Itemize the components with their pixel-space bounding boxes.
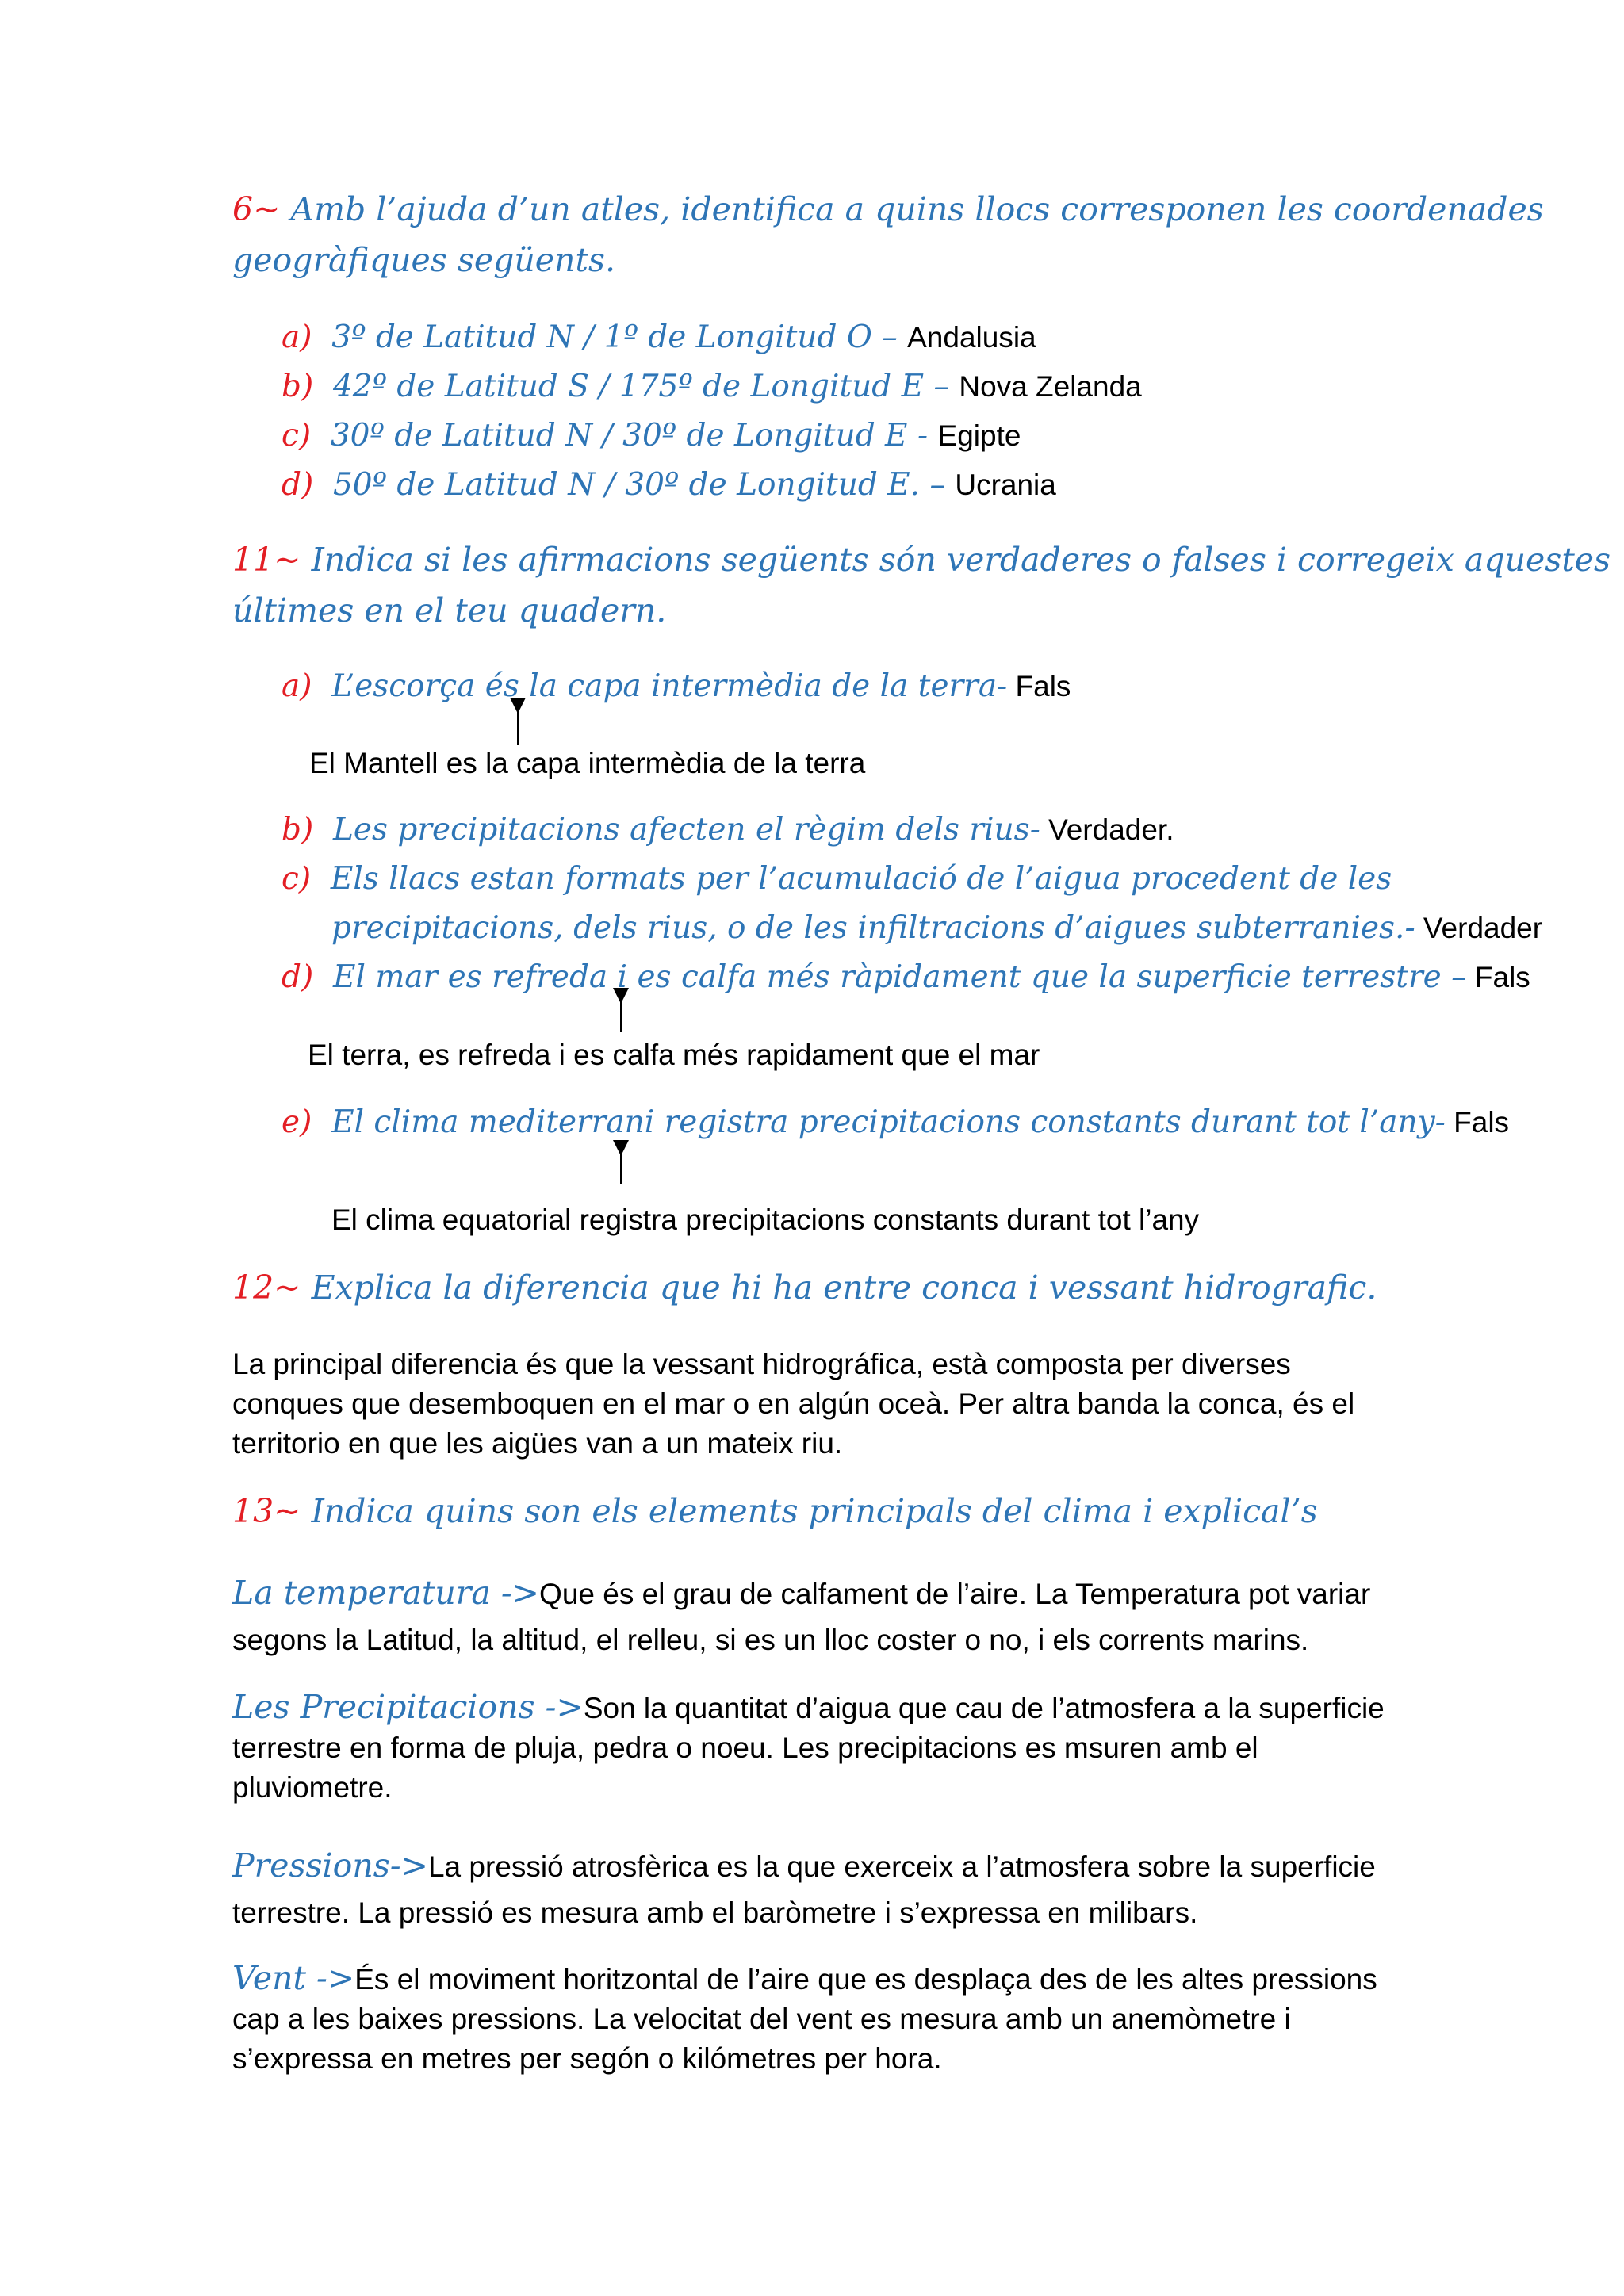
item-answer: Andalusia <box>907 321 1036 354</box>
item-letter: c) <box>282 861 312 897</box>
entry-term: Vent -> <box>232 1959 355 1997</box>
entry-text: És el moviment horitzontal de l’aire que es desplaça des de les altes pressions cap a les baixes pressions. La velocitat del vent es mesura amb un anemòmetre i s’expressa en metres per segón o kilómetres per hora. <box>232 1963 1377 2075</box>
q11-number: 11~ <box>232 541 301 579</box>
item-letter: d) <box>282 467 314 503</box>
entry-text: Son la quantitat d’aigua que cau de l’atmosfera a la superficie terrestre en forma de pluja, pedra o noeu. Les precipitacions es msuren amb el pluviometre. <box>232 1692 1385 1804</box>
q11-item-e <box>282 1104 1509 1140</box>
item-answer: Egipte <box>937 419 1021 452</box>
item-separator: – <box>871 320 908 355</box>
q12-heading <box>232 1269 1377 1307</box>
entry-term: Les Precipitacions -> <box>232 1688 584 1726</box>
q13-entry-precipitacions <box>232 1687 1398 1808</box>
q6-heading-line1 <box>232 190 1544 228</box>
q6-item-b <box>282 369 1142 404</box>
entry-text: Que és el grau de calfament de l’aire. La Temperatura pot variar segons la Latitud, la altitud, el relleu, si es un lloc coster o no, i els corrents marins. <box>232 1578 1371 1656</box>
q13-heading <box>232 1492 1318 1530</box>
q13-text: Indica quins son els elements principals del clima i explical’s <box>311 1492 1318 1530</box>
item-letter: a) <box>282 320 312 355</box>
q11-item-a <box>282 668 1071 704</box>
q11-item-c-line2 <box>331 910 1542 946</box>
item-coord: 30º de Latitud N / 30º de Longitud E <box>330 418 908 453</box>
item-letter: a) <box>282 668 312 704</box>
q12-number: 12~ <box>232 1269 301 1307</box>
q13-entry-vent <box>232 1958 1398 2079</box>
item-letter: b) <box>282 812 314 848</box>
item-answer: Ucrania <box>955 469 1056 501</box>
q11-text-line1: Indica si les afirmacions següents són verdaderes o falses i corregeix aquestes <box>311 541 1611 579</box>
q6-text-line2: geogràfiques següents. <box>232 241 615 279</box>
item-coord: 3º de Latitud N / 1º de Longitud O <box>331 320 872 355</box>
item-statement: El clima mediterrani registra precipitacions constants durant tot l’any- <box>331 1104 1446 1140</box>
q12-answer: La principal diferencia és que la vessant hidrográfica, està composta per diverses conques que desemboquen en el mar o en algún oceà. Per altra banda la conca, és el territorio en que les aigües van a un mateix riu. <box>232 1348 1355 1460</box>
item-statement: Els llacs estan formats per l’acumulació de l’aigua procedent de les <box>330 861 1392 897</box>
q11-correction-d: El terra, es refreda i es calfa més rapidament que el mar <box>308 1039 1040 1071</box>
item-statement: precipitacions, dels rius, o de les infiltracions d’aigues subterranies.- <box>331 910 1415 946</box>
q12-text: Explica la diferencia que hi ha entre conca i vessant hidrografic. <box>311 1269 1377 1307</box>
item-statement: El mar es refreda i es calfa més ràpidament que la superficie terrestre – <box>332 959 1467 995</box>
q11-heading-line1 <box>232 541 1611 579</box>
item-coord: 50º de Latitud N / 30º de Longitud E. <box>332 467 921 503</box>
item-separator: - <box>907 418 938 453</box>
item-answer: Verdader. <box>1040 813 1174 846</box>
q13-entry-pressions <box>232 1843 1398 1936</box>
item-answer: Nova Zelanda <box>959 370 1142 403</box>
q6-item-a <box>282 320 1036 355</box>
item-statement: L’escorça és la capa intermèdia de la terra- <box>331 668 1008 704</box>
item-answer: Fals <box>1007 670 1071 702</box>
item-answer: Fals <box>1445 1106 1510 1138</box>
item-letter: d) <box>282 959 314 995</box>
q11-text-line2: últimes en el teu quadern. <box>232 591 667 629</box>
entry-term: La temperatura -> <box>232 1574 540 1612</box>
item-answer: Verdader <box>1415 912 1543 944</box>
q13-entry-temperatura <box>232 1570 1398 1663</box>
item-coord: 42º de Latitud S / 175º de Longitud E <box>332 369 925 404</box>
q6-item-c <box>282 418 1021 453</box>
q11-item-c-line1 <box>282 861 1392 897</box>
entry-term: Pressions-> <box>232 1846 428 1885</box>
entry-text: La pressió atrosfèrica es la que exerceix a l’atmosfera sobre la superficie terrestre. La pressió es mesura amb el baròmetre i s’expressa en milibars. <box>232 1850 1376 1929</box>
q6-text-line1: Amb l’ajuda d’un atles, identifica a quins llocs corresponen les coordenades <box>290 190 1544 228</box>
q11-item-b <box>282 812 1174 848</box>
item-statement: Les precipitacions afecten el règim dels rius- <box>332 812 1040 848</box>
q11-correction-e: El clima equatorial registra precipitacions constants durant tot l’any <box>331 1203 1200 1236</box>
q11-correction-a: El Mantell es la capa intermèdia de la terra <box>309 747 866 779</box>
item-separator: – <box>920 467 956 503</box>
item-answer: Fals <box>1466 961 1530 993</box>
q6-number: 6~ <box>232 190 281 228</box>
item-separator: – <box>924 369 959 404</box>
item-letter: b) <box>282 369 314 404</box>
item-letter: c) <box>282 418 312 453</box>
q6-item-d <box>282 467 1056 503</box>
q11-item-d <box>282 959 1530 995</box>
q13-number: 13~ <box>232 1492 301 1530</box>
item-letter: e) <box>282 1104 312 1140</box>
